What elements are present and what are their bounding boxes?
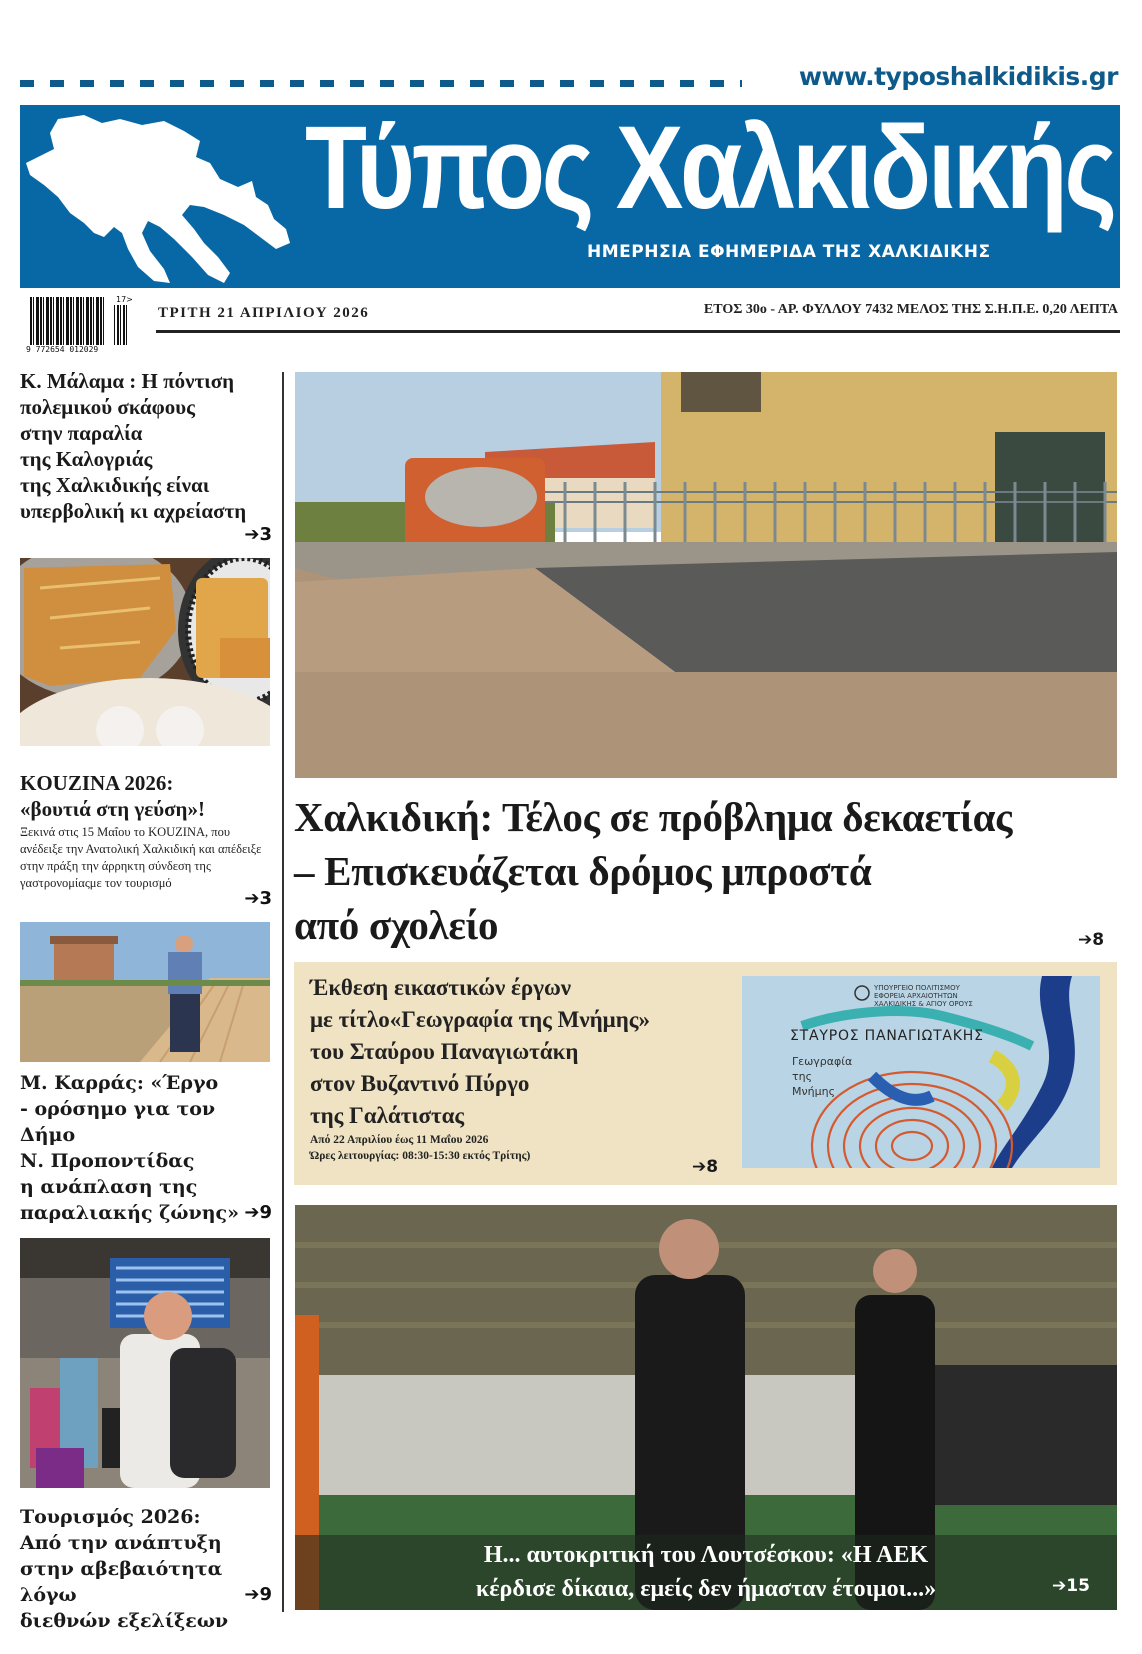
page-ref-link[interactable]: ➔3 (244, 888, 272, 909)
lead-headline[interactable]: Χαλκιδική: Τέλος σε πρόβλημα δεκαετίας – Επισκευάζεται δρόμος μπροστά από σχολείο (294, 794, 1013, 948)
waterfront-photo (20, 922, 270, 1062)
side-story-malama[interactable] (20, 368, 272, 548)
exhibit-page-ref-link[interactable]: ➔8 (692, 1157, 719, 1177)
poster-subtitle: Γεωγραφία της Μνήμης (792, 1055, 853, 1098)
site-url-link[interactable]: www.typoshalkidikis.gr (798, 62, 1118, 91)
top-bar (20, 62, 1120, 92)
story-headline: Τουρισμός 2026: Από την ανάπτυξη στην αβεβαιότητα λόγω διεθνών εξελίξεων (20, 1506, 229, 1632)
dashed-rule (20, 80, 742, 87)
poster-artist: ΣΤΑΥΡΟΣ ΠΑΝΑΓΙΩΤΑΚΗΣ (790, 1028, 984, 1044)
airport-photo (20, 1238, 270, 1488)
exhibit-dates: Από 22 Απριλίου έως 11 Μαΐου 2026 Ώρες λειτουργίας: 08:30-15:30 εκτός Τρίτης) (310, 1134, 531, 1162)
column-divider (282, 372, 284, 1612)
issue-info: ΕΤΟΣ 30ο - ΑΡ. ΦΥΛΛΟΥ 7432 ΜΕΛΟΣ ΤΗΣ Σ.Η.Π.Ε. 0,20 ΛΕΠΤΑ (703, 302, 1118, 317)
page-ref-link[interactable]: ➔9 (244, 1202, 272, 1223)
food-photo (20, 558, 270, 746)
issue-date: ΤΡΙΤΗ 21 ΑΠΡΙΛΙΟΥ 2026 (158, 305, 370, 321)
exhibit-headline: Έκθεση εικαστικών έργων με τίτλο«Γεωγραφία της Μνήμης» του Σταύρου Παναγιωτάκη στον Βυζαντινό Πύργο της Γαλάτιστας (310, 975, 650, 1128)
road-water-truck-photo[interactable] (295, 372, 1117, 778)
page-ref-link[interactable]: ➔3 (244, 524, 272, 545)
story-body: Ξεκινά στις 15 Μαΐου το KOUZINA, που ανέδειξε την Ανατολική Χαλκιδική και απέδειξε στην πράξη την άρρηκτη σύνδεση της γαστρονομίαςμε τον τουρισμό (20, 825, 262, 890)
newspaper-subtitle: ΗΜΕΡΗΣΙΑ ΕΦΗΜΕΡΙΔΑ ΤΗΣ ΧΑΛΚΙΔΙΚΗΣ (587, 242, 991, 262)
side-story-karras[interactable] (20, 1070, 272, 1224)
chalkidiki-map-icon (24, 111, 294, 287)
lead-page-ref-link[interactable]: ➔8 (1078, 930, 1105, 950)
newspaper-title: Τύπος Χαλκιδικής (305, 105, 1114, 234)
barcode-bars (30, 297, 106, 345)
exhibit-poster (742, 976, 1100, 1168)
barcode-addon-bars (114, 305, 128, 345)
story-headline: KOUZINA 2026: «βουτιά στη γεύση»! (20, 771, 205, 821)
issue-rule (156, 330, 1120, 333)
story-headline: Κ. Μάλαμα : Η πόντιση πολεμικού σκάφους στην παραλία της Καλογριάς της Χαλκιδικής είναι υπερβολική κι αχρείαστη (20, 369, 247, 523)
story-headline: Μ. Καρράς: «Έργο - ορόσημο για τον Δήμο Ν. Προποντίδας η ανάπλαση της παραλιακής ζώνης» (20, 1072, 239, 1224)
poster-ministry: ΥΠΟΥΡΓΕΙΟ ΠΟΛΙΤΙΣΜΟΥ ΕΦΟΡΕΙΑ ΑΡΧΑΙΟΤΗΤΩΝ ΧΑΛΚΙΔΙΚΗΣ & ΑΓΙΟΥ ΟΡΟΥΣ (874, 984, 973, 1008)
barcode-number: 9 772654 012029 (26, 345, 99, 354)
side-story-kouzina[interactable] (20, 770, 272, 920)
sports-headline[interactable]: Η... αυτοκριτική του Λουτσέσκου: «Η ΑΕΚ κέρδισε δίκαια, εμείς δεν ήμασταν έτοιμοι...» (475, 1542, 937, 1602)
barcode (26, 295, 132, 357)
page-ref-link[interactable]: ➔9 (244, 1584, 272, 1605)
barcode-suffix: 17> (116, 295, 133, 304)
exhibit-feature[interactable] (294, 962, 1117, 1185)
masthead (20, 105, 1120, 288)
sports-page-ref-link[interactable]: ➔15 (1052, 1576, 1090, 1596)
side-story-tourism[interactable] (20, 1504, 272, 1632)
